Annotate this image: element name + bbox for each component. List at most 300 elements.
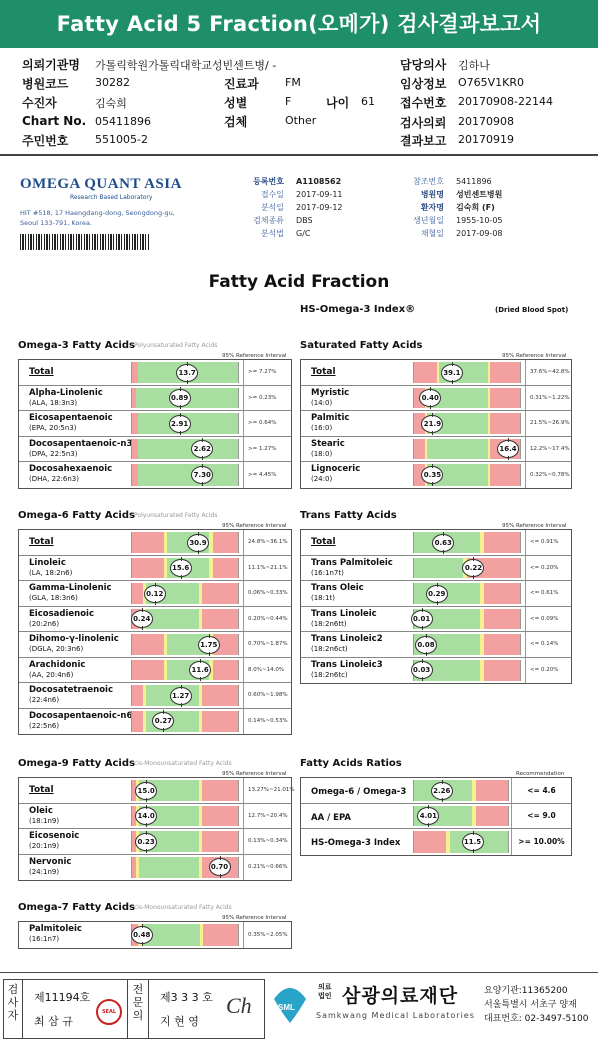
table-row [19,581,291,607]
reference-interval-value: <= 0.20% [525,658,573,684]
fatty-acid-label: Trans Linoleic2 [311,634,383,644]
fatty-acid-name [29,537,54,547]
fatty-acid-abbr: (AA, 20:4n6) [29,670,74,679]
reference-interval-value: >= 4.45% [243,462,293,488]
resident-value: 551005-2 [95,133,148,146]
bar-zone [132,583,143,604]
receipt-label: 접수번호 [400,96,447,110]
fatty-acid-abbr: (18:1n9) [29,816,60,825]
value-marker: 39.1 [441,364,463,382]
reference-interval-value: >= 0.64% [243,411,293,436]
value-marker: 0.63 [432,534,454,552]
fatty-acid-name [29,634,119,654]
section-subtitle: Polyunsaturated Fatty Acids [134,512,218,519]
recommendation-header: Recommendation [516,771,565,777]
fatty-acid-name [29,439,132,459]
value-marker: 0.01 [411,610,433,628]
table-row [301,658,571,684]
sml-logo [268,979,312,1029]
fatty-acid-name [29,367,54,377]
lab-info-value: 성빈센트병원 [456,190,503,199]
reference-interval-header: 95% Reference Interval [222,915,287,921]
reference-bar [131,532,239,553]
reference-interval-value: >= 1.27% [243,437,293,462]
value-marker: 11.5 [462,833,484,851]
bar-zone [132,685,143,706]
request-date-value: 20170908 [458,115,514,128]
fatty-acid-label: HS-Omega-3 Index [311,838,401,848]
reference-interval-value: 0.14%~0.53% [243,709,293,735]
value-marker: 0.29 [426,585,448,603]
fatty-acid-abbr: (20:1n9) [29,842,60,850]
reference-interval-value: 37.6%~42.8% [525,360,573,385]
lab-info-key: 접수일 [260,190,284,199]
value-marker: 2.91 [169,415,191,433]
fatty-acid-label: Stearic [311,438,345,449]
table-row [301,462,571,488]
fatty-acid-name [311,439,345,459]
lab-info-key: 참조번호 [413,177,444,186]
report-date-value: 20170919 [458,133,514,146]
fatty-acid-abbr: (EPA, 20:5n3) [29,424,77,432]
fatty-acid-name [29,464,112,484]
fatty-acid-name [29,583,112,603]
reference-bar [413,362,521,383]
table-row [19,360,291,386]
section-title: Omega-9 Fatty Acids [18,758,135,769]
fatty-acid-fraction-title: Fatty Acid Fraction [208,272,390,292]
table-row [19,437,291,463]
inspector-name: 최 삼 규 [34,1015,73,1028]
value-marker: 7.30 [191,466,213,484]
reference-interval-value: 24.8%~36.1% [243,530,293,555]
table-row [301,437,571,463]
bar-zone [132,711,143,733]
fatty-acid-name [29,785,54,795]
value-marker: 14.0 [135,807,157,825]
value-marker: 4.01 [417,807,439,825]
bar-zone [484,609,520,630]
table-row [301,607,571,633]
clinical-value: O765V1KR0 [458,76,525,89]
fatty-acid-label: AA / EPA [311,812,352,823]
table-row [301,632,571,658]
fatty-acid-label: Eicosenoic [29,831,80,841]
value-marker: 0.12 [144,585,166,603]
section-title: Trans Fatty Acids [300,510,397,521]
fatty-acid-label: Oleic [29,805,53,816]
fatty-acid-label: Myristic [311,387,350,398]
red-seal-stamp: SEAL [96,999,122,1025]
lab-info-key: 채혈일 [420,229,444,238]
reference-interval-value: 8.0%~14.0% [243,658,293,683]
fatty-acid-name [311,388,349,408]
bar-zone [213,660,238,681]
bar-zone [414,831,446,853]
org-english-name: Samkwang Medical Laboratories [316,1011,475,1020]
chart-label: Chart No. [22,114,87,128]
fatty-acid-name [311,813,351,823]
section-title: Omega-7 Fatty Acids [18,902,135,913]
hospital-code-label: 병원코드 [22,77,69,91]
table-row [19,778,295,804]
section-subtitle: Polyunsaturated Fatty Acids [134,342,218,349]
reference-interval-value: <= 0.91% [525,530,573,555]
fatty-acid-label: Lignoceric [311,464,361,474]
fatty-acid-label: Trans Palmitoleic [311,557,393,568]
fatty-acid-label: Total [29,367,54,377]
request-date-label: 검사의뢰 [400,116,447,130]
table-row [19,658,291,684]
report-title: Fatty Acid 5 Fraction(오메가) 검사결과보고서 [56,12,542,36]
fatty-acid-label: Total [29,785,54,795]
table-row [301,829,571,855]
divider [127,979,128,1039]
value-marker: 15.0 [135,782,157,800]
table-row [19,556,291,582]
age-label: 나이 [326,96,350,110]
fatty-acid-abbr: (14:0) [311,398,333,407]
doctor-value: 김하나 [458,59,490,72]
lab-info-value: 2017-09-12 [296,203,343,212]
bar-zone [202,609,238,630]
section-title: Saturated Fatty Acids [300,340,423,351]
recipient-label: 수진자 [22,96,57,110]
fatty-acid-abbr: (GLA, 18:3n6) [29,594,78,602]
dried-blood-spot-note: (Dried Blood Spot) [495,306,569,314]
bar-zone [139,857,198,879]
recipient-value: 김숙희 [95,97,127,110]
fatty-acid-abbr: (LA, 18:2n6) [29,568,73,577]
lab-info-value: A1108562 [296,177,342,186]
results-table [18,529,292,735]
lab-info-key: 분석일 [260,203,284,212]
lab-info-row [240,202,343,213]
dept-label: 진료과 [224,77,259,91]
fatty-acid-label: Total [311,537,336,547]
table-row [19,411,291,437]
lab-info-value: 2017-09-08 [456,229,503,238]
fatty-acid-abbr: (22:4n6) [29,696,60,704]
omega-quant-logo: OMEGA QUANT ASIA [20,176,182,192]
value-marker: 0.70 [209,858,231,876]
fatty-acid-label: Docosatetraenoic [29,685,113,695]
reference-interval-value: <= 0.09% [525,607,573,632]
org-name: 삼광의료재단 [342,985,459,1007]
fatty-acid-name [29,413,113,433]
footer [0,972,598,1041]
table-row [19,462,291,488]
table-row [301,411,571,437]
institution-label: 의뢰기관명 [22,58,80,72]
table-row [19,922,291,948]
barcode-image [20,234,150,250]
value-marker: 0.27 [152,712,174,730]
table-row [19,804,291,830]
reference-interval-value: 0.21%~0.66% [243,855,293,881]
reference-interval-value: 0.06%~0.33% [243,581,293,606]
report-date-label: 결과보고 [400,134,447,148]
fatty-acid-abbr: (16:1n7) [29,935,60,943]
fatty-acid-label: Alpha-Linolenic [29,387,103,398]
value-marker: 0.08 [415,636,437,654]
fatty-acid-abbr: (18:1t) [311,594,335,602]
age-value: 61 [361,95,375,108]
reference-interval-value: 12.2%~17.4% [525,437,573,462]
lab-info-key: 등록번호 [253,177,284,186]
value-marker: 30.9 [187,534,209,552]
fatty-acid-name [311,558,393,578]
reference-interval-value: 13.27%~21.01% [243,778,293,803]
svg-text:SML: SML [278,1003,295,1012]
bar-zone [132,660,164,681]
reference-interval-value: 12.7%~20.4% [243,804,293,829]
fatty-acid-label: Palmitic [311,413,350,423]
lab-info-row [400,176,492,187]
table-row [301,386,571,412]
fatty-acid-name [29,857,71,877]
table-row [301,778,571,804]
table-row [301,360,571,386]
fatty-acid-name [311,787,406,797]
fatty-acid-abbr: (16:1n7t) [311,568,344,577]
fatty-acid-label: Dihomo-γ-linolenic [29,634,119,644]
section-title: Omega-6 Fatty Acids [18,510,135,521]
lab-info-row [400,202,495,213]
bar-zone [202,583,238,604]
header-divider [0,154,598,156]
fatty-acid-name [311,537,336,547]
resident-label: 주민번호 [22,134,69,148]
lab-address: HIT #518, 17 Haengdang-dong, Seongdong-gu, Seoul 133-791, Korea. [20,209,175,227]
lab-info-value: 5411896 [456,177,492,186]
table-row [19,709,291,735]
fatty-acid-label: Palmitoleic [29,924,82,934]
reference-interval-value: <= 0.20% [525,556,573,581]
value-marker: 0.89 [169,389,191,407]
bar-zone [202,711,238,733]
fatty-acid-label: Omega-6 / Omega-3 [311,787,407,797]
fatty-acid-abbr: (22:5n6) [29,721,60,730]
reference-bar [413,532,521,553]
reference-bar [131,711,239,733]
lab-info-key: 생년월일 [413,216,444,225]
lab-info-key: 분석법 [260,229,284,238]
lab-info-key: 환자명 [420,203,444,212]
results-table [300,359,572,489]
lab-info-key: 검체종류 [253,216,284,225]
reference-interval-header: 95% Reference Interval [222,523,287,529]
bar-zone [132,634,164,655]
fatty-acid-label: Docosapentaenoic-n6 [29,710,133,721]
fatty-acid-abbr: (18:2n6tc) [311,670,348,679]
bar-zone [138,464,238,486]
reference-bar [131,464,239,486]
fatty-acid-abbr: (DHA, 22:6n3) [29,475,79,483]
fatty-acid-label: Trans Linoleic [311,608,377,619]
fatty-acid-label: Trans Oleic [311,583,364,593]
section-subtitle: cis-Monounsaturated Fatty Acids [134,904,232,911]
fatty-acid-name [311,367,336,377]
reference-interval-value: <= 0.61% [525,581,573,606]
value-marker: 0.22 [462,559,484,577]
value-marker: 16.4 [497,440,519,458]
doctor-label: 담당의사 [400,58,447,72]
logo-subtitle: Research Based Laboratory [70,194,153,201]
bar-zone [202,831,238,852]
bar-zone [132,532,164,553]
fatty-acid-abbr: (DPA, 22:5n3) [29,449,78,458]
value-marker: 1.27 [170,687,192,705]
lab-info-row [400,228,503,239]
recommendation-value: <= 4.6 [511,778,571,803]
reference-interval-header: 95% Reference Interval [502,353,567,359]
table-row [19,855,291,881]
value-marker: 2.26 [431,782,453,800]
lab-info-row [240,176,341,187]
fatty-acid-name [311,609,377,629]
fatty-acid-name [311,634,383,654]
table-row [301,581,571,607]
lab-info-value: DBS [296,216,313,225]
reference-interval-value: 11.1%~21.1% [243,556,293,581]
fatty-acid-name [311,660,383,680]
reference-bar [131,660,239,681]
signature: Ch [226,993,252,1018]
fatty-acid-name [29,685,113,705]
fatty-acid-name [29,924,82,944]
results-table [300,529,572,684]
divider [148,979,149,1039]
receipt-value: 20170908-22144 [458,95,553,108]
reference-interval-value: 0.70%~1.87% [243,632,293,657]
bar-zone [490,362,520,383]
reference-interval-value: 0.32%~0.78% [525,462,573,488]
reference-interval-value: 0.13%~0.34% [243,829,293,854]
reference-interval-value: 0.31%~1.22% [525,386,573,411]
bar-zone [490,388,520,409]
recommendation-value: >= 10.00% [511,829,571,855]
reference-bar [413,780,509,801]
fatty-acid-abbr: (20:2n6) [29,619,60,628]
results-table [300,777,572,856]
section-title: Fatty Acids Ratios [300,758,402,769]
value-marker: 0.35 [421,466,443,484]
lab-info-row [240,189,343,200]
fatty-acid-name [29,609,94,629]
value-marker: 15.6 [170,559,192,577]
fatty-acid-label: Linoleic [29,557,66,568]
fatty-acid-label: Gamma-Linolenic [29,583,112,593]
bar-zone [138,439,238,460]
sex-label: 성별 [224,96,248,110]
org-phone: 대표번호: 02-3497-5100 [484,1014,589,1024]
bar-zone [484,634,520,655]
fatty-acid-label: Nervonic [29,856,72,867]
bar-zone [202,780,238,801]
specialist-vertical-label: 전문의 [132,983,144,1022]
table-row [301,804,571,830]
fatty-acid-label: Docosahexaenoic [29,464,113,474]
reference-interval-header: 95% Reference Interval [222,771,287,777]
fatty-acid-name [311,583,364,603]
bar-zone [132,558,164,579]
bar-zone [202,806,238,827]
results-table [18,921,292,949]
bar-zone [146,609,199,630]
value-marker: 0.40 [419,389,441,407]
results-table [18,777,295,881]
reference-interval-header: 95% Reference Interval [502,523,567,529]
reference-bar [131,634,239,655]
inspector-license: 제11194호 [34,991,91,1004]
lab-info-row [240,215,313,226]
table-row [19,386,291,412]
table-row [19,607,291,633]
table-row [301,556,571,582]
divider [22,979,23,1039]
fatty-acid-label: Docosapentaenoic-n3 [29,438,133,449]
table-row [19,632,291,658]
bar-zone [476,780,508,801]
lab-info-row [400,215,503,226]
fatty-acid-name [29,711,132,731]
reference-bar [131,439,239,460]
value-marker: 1.75 [198,636,220,654]
bar-zone [484,660,520,682]
org-address: 서울특별시 서초구 양재 [484,1000,577,1010]
fatty-acid-name [29,388,103,408]
reference-interval-value: 0.20%~0.44% [243,607,293,632]
fatty-acid-abbr: (18:0) [311,449,333,458]
bar-zone [414,558,463,579]
fatty-acid-name [29,558,72,578]
fatty-acid-name [29,806,59,826]
value-marker: 11.6 [189,661,211,679]
bar-zone [213,558,238,579]
hospital-code-value: 30282 [95,76,130,89]
bar-zone [203,924,238,946]
reference-interval-value: 0.60%~1.98% [243,683,293,708]
fatty-acid-label: Total [311,367,336,377]
specimen-value: Other [285,114,317,127]
reference-interval-value: >= 0.23% [243,386,293,411]
bar-zone [213,532,238,553]
specialist-name: 지 현 영 [160,1015,199,1028]
specimen-label: 검체 [224,115,248,129]
fatty-acid-abbr: (16:0) [311,424,333,432]
reference-interval-header: 95% Reference Interval [222,353,287,359]
bar-zone [427,439,488,460]
value-marker: 0.24 [131,610,153,628]
lab-info-value: 김숙희 (F) [456,203,495,212]
reference-interval-value: <= 0.14% [525,632,573,657]
hs-omega3-title: HS-Omega-3 Index® [300,304,416,315]
clinical-label: 임상정보 [400,77,447,91]
institution-value: 가톨릭학원가톨릭대학교성빈센트병/ - [95,59,277,72]
table-row [19,530,291,556]
table-row [19,829,291,855]
fatty-acid-name [311,413,349,433]
section-title: Omega-3 Fatty Acids [18,340,135,351]
table-row [19,683,291,709]
fatty-acid-name [29,660,85,680]
bar-zone [484,583,520,604]
bar-zone [490,413,520,434]
lab-info-value: 2017-09-11 [296,190,343,199]
table-row [301,530,571,556]
value-marker: 2.62 [191,440,213,458]
